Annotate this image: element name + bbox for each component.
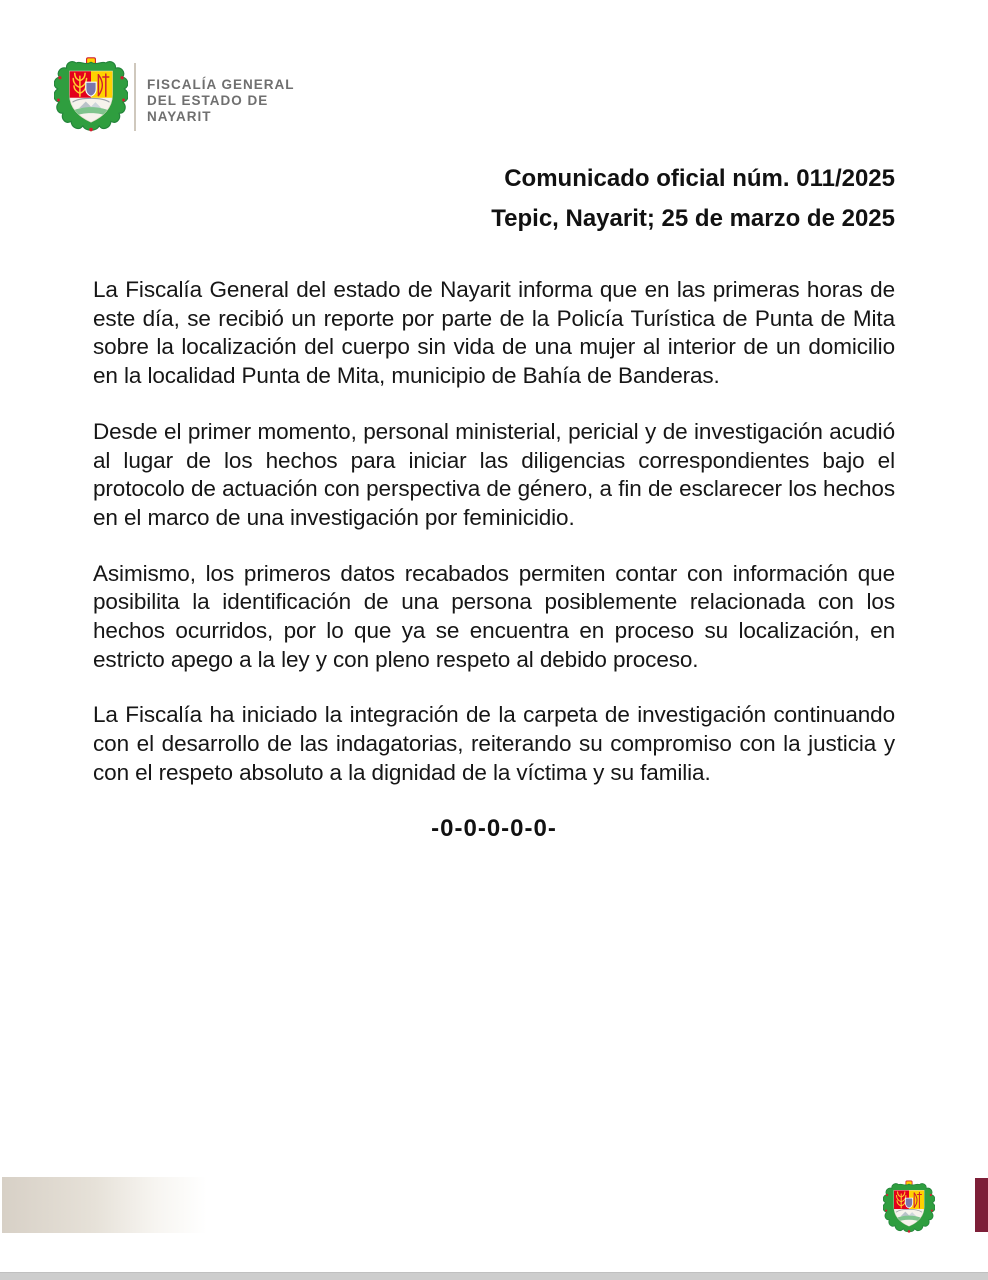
- paragraph: Asimismo, los primeros datos recabados permiten contar con información que posibilita la identificación de una persona posiblemente relacionada con los hechos ocurridos, por lo que ya se encuentra en proceso su localización, en estricto apego a la ley y con pleno respeto al debido proceso.: [93, 560, 895, 672]
- org-name: [147, 77, 295, 125]
- footer-gradient-bar: [2, 1177, 207, 1233]
- maroon-accent-bar: [975, 1178, 988, 1232]
- nayarit-coat-of-arms-icon: [883, 1180, 935, 1237]
- title-block: [93, 164, 895, 234]
- brand-divider: [134, 63, 136, 131]
- paragraph: La Fiscalía General del estado de Nayarit informa que en las primeras horas de este día, se recibió un reporte por parte de la Policía Turística de Punta de Mita sobre la localización del cuerpo sin vida de una mujer al interior de un domicilio en la localidad Punta de Mita, municipio de Bahía de Banderas.: [93, 277, 895, 389]
- paragraph: Desde el primer momento, personal ministerial, pericial y de investigación acudió al lugar de los hechos para iniciar las diligencias correspondientes bajo el protocolo de actuación con perspectiva de género, a fin de esclarecer los hechos en el marco de una investigación por feminicidio.: [93, 418, 895, 530]
- closing-separator: -0-0-0-0-0-: [431, 814, 557, 842]
- paragraph: La Fiscalía ha iniciado la integración de la carpeta de investigación continuando con el desarrollo de las indagatorias, reiterando su compromiso con la justicia y con el respeto absoluto a la dignidad de la víctima y su familia.: [93, 702, 895, 785]
- document-dateline: Tepic, Nayarit; 25 de marzo de 2025: [491, 205, 895, 232]
- org-name-line1: FISCALÍA GENERAL: [147, 77, 295, 92]
- org-name-line2: DEL ESTADO DE: [147, 93, 269, 108]
- document-body: [93, 276, 895, 843]
- org-name-line3: NAYARIT: [147, 109, 212, 124]
- nayarit-coat-of-arms-icon: [54, 56, 128, 138]
- document-title: Comunicado oficial núm. 011/2025: [504, 165, 895, 192]
- page-bottom-edge: [0, 1272, 988, 1280]
